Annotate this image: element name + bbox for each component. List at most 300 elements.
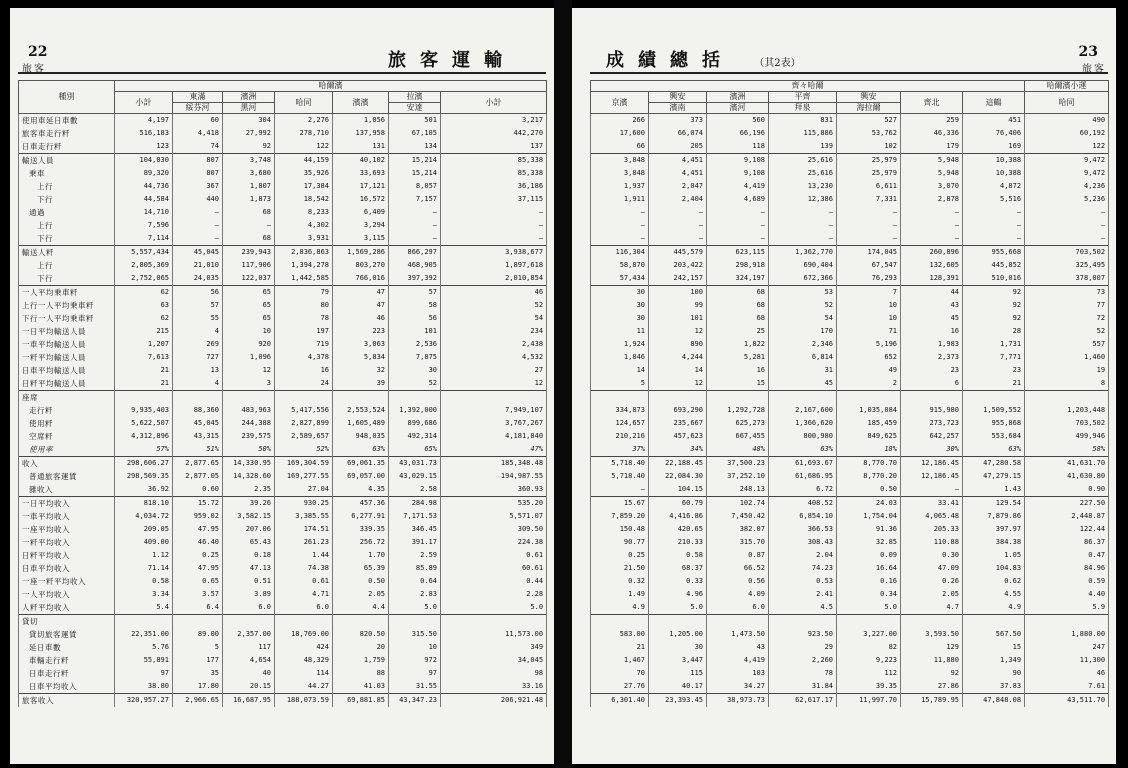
table-cell: 4.55 (963, 588, 1025, 601)
row-label: 下行 (19, 193, 115, 206)
table-cell: 17.80 (173, 680, 223, 694)
table-cell: — (707, 219, 769, 232)
table-cell: 90.77 (591, 536, 649, 549)
table-cell: 170 (769, 325, 837, 338)
table-cell: 2,167,600 (769, 404, 837, 417)
table-cell (591, 391, 649, 405)
row-label: 一粁平均輸送人員 (19, 351, 115, 364)
table-cell: 1,394,278 (275, 259, 333, 272)
table-cell: 12,186.45 (901, 457, 963, 471)
table-cell: 2.28 (441, 588, 547, 601)
header-col-4-sub: 拜泉 (769, 103, 837, 114)
table-cell: 6,854.10 (769, 510, 837, 523)
table-row (19, 114, 547, 128)
table-cell: 2,878 (901, 193, 963, 206)
header-col-2-sub: 綏芬河 (173, 103, 223, 114)
table-cell: 4,244 (649, 351, 707, 364)
table-cell: 137 (441, 140, 547, 154)
table-cell: — (389, 206, 441, 219)
table-cell: 12 (441, 377, 547, 391)
table-cell: 89,320 (115, 167, 173, 180)
table-cell: 557 (1025, 338, 1109, 351)
table-cell (389, 615, 441, 629)
header-col-1: 小計 (115, 92, 173, 114)
table-cell: — (389, 219, 441, 232)
table-row (19, 286, 547, 300)
table-cell: 6.72 (769, 483, 837, 497)
table-cell: 1,509,552 (963, 404, 1025, 417)
table-cell: 41,630.80 (1025, 470, 1109, 483)
table-cell: 284.98 (389, 497, 441, 511)
table-cell: 43 (901, 299, 963, 312)
table-cell: 31.55 (389, 680, 441, 694)
header-col-5-sub: 海拉爾 (837, 103, 901, 114)
row-label: 乗車 (19, 167, 115, 180)
table-cell (901, 391, 963, 405)
table-row (19, 193, 547, 206)
table-cell: 492,314 (389, 430, 441, 443)
table-cell: 63% (769, 443, 837, 457)
table-cell: 959.02 (173, 510, 223, 523)
table-cell: 5.0 (389, 601, 441, 615)
table-cell: 43,347.23 (389, 694, 441, 708)
table-cell: 4,451 (649, 154, 707, 168)
table-cell: 74.38 (275, 562, 333, 575)
row-label: 一車平均輸送人員 (19, 338, 115, 351)
table-cell: 2,553,524 (333, 404, 389, 417)
table-cell: 54 (441, 312, 547, 325)
table-row (591, 167, 1109, 180)
table-cell: 5.76 (115, 641, 173, 654)
table-cell: 445,852 (963, 259, 1025, 272)
table-cell: 2,877.05 (173, 470, 223, 483)
table-cell: 6,611 (837, 180, 901, 193)
table-cell: 209.05 (115, 523, 173, 536)
table-cell: 242,157 (649, 272, 707, 286)
table-cell: 38,973.73 (707, 694, 769, 708)
table-cell: 690,404 (769, 259, 837, 272)
table-cell: 2.04 (769, 549, 837, 562)
table-row (19, 206, 547, 219)
table-cell: 3,447 (649, 654, 707, 667)
table-cell: 223 (333, 325, 389, 338)
table-cell: 74.23 (769, 562, 837, 575)
table-row (19, 377, 547, 391)
header-col-7: 小計 (441, 92, 547, 114)
table-cell: 1,569,286 (333, 246, 389, 260)
table-row (19, 312, 547, 325)
header-col-3: 濱洲 (223, 92, 275, 103)
table-cell: 0.90 (1025, 483, 1109, 497)
table-row (19, 470, 547, 483)
table-cell: 22,188.45 (649, 457, 707, 471)
table-cell: 25,979 (837, 167, 901, 180)
row-label: 一日平均輸送人員 (19, 325, 115, 338)
header-col-2-sub: 濱南 (649, 103, 707, 114)
table-cell: 30 (591, 299, 649, 312)
row-label: 人粁平均收入 (19, 601, 115, 615)
table-cell: 972 (389, 654, 441, 667)
table-cell: — (649, 206, 707, 219)
table-cell: 866,297 (389, 246, 441, 260)
table-cell: 46.40 (173, 536, 223, 549)
table-cell: 177 (173, 654, 223, 667)
table-cell: 46 (441, 286, 547, 300)
table-cell: 1,807 (223, 180, 275, 193)
table-cell: 3,748 (223, 154, 275, 168)
table-cell: 800,980 (769, 430, 837, 443)
table-cell: 66,074 (649, 127, 707, 140)
table-cell (963, 615, 1025, 629)
table-cell: 92 (901, 667, 963, 680)
table-cell: 955,868 (963, 417, 1025, 430)
table-cell: 501 (389, 114, 441, 128)
page-number: 23 (1078, 44, 1098, 60)
table-cell: 378,007 (1025, 272, 1109, 286)
table-cell: 3,385.55 (275, 510, 333, 523)
row-label: 上行 (19, 180, 115, 193)
table-cell: 244,388 (223, 417, 275, 430)
table-row (591, 575, 1109, 588)
table-cell: 44,736 (115, 180, 173, 193)
table-cell: 4,065.48 (901, 510, 963, 523)
table-cell: 30 (591, 312, 649, 325)
table-row (19, 667, 547, 680)
table-cell: 102 (837, 140, 901, 154)
header-col-3: 濱洲 (707, 92, 769, 103)
table-cell: 2,404 (649, 193, 707, 206)
table-cell: 9,108 (707, 154, 769, 168)
table-cell: 48% (707, 443, 769, 457)
table-row (19, 364, 547, 377)
table-cell: 5.0 (649, 601, 707, 615)
table-cell: 0.65 (173, 575, 223, 588)
table-row (19, 443, 547, 457)
table-cell: 6.0 (707, 601, 769, 615)
table-cell: 85,338 (441, 167, 547, 180)
table-cell: 1,467 (591, 654, 649, 667)
table-cell (389, 391, 441, 405)
table-cell: 25,979 (837, 154, 901, 168)
table-cell: 7 (837, 286, 901, 300)
table-cell: 15.67 (591, 497, 649, 511)
table-cell: 278,710 (275, 127, 333, 140)
table-cell: 13,230 (769, 180, 837, 193)
table-cell: 80 (275, 299, 333, 312)
table-cell: 60.79 (649, 497, 707, 511)
table-cell: 445,579 (649, 246, 707, 260)
table-cell: 17,121 (333, 180, 389, 193)
table-row (19, 325, 547, 338)
table-cell: 0.18 (223, 549, 275, 562)
table-cell: 179 (901, 140, 963, 154)
table-cell: 169 (963, 140, 1025, 154)
table-cell: 55,891 (115, 654, 173, 667)
table-cell: 11,880 (901, 654, 963, 667)
table-cell: 101 (649, 312, 707, 325)
table-cell: 6,277.91 (333, 510, 389, 523)
row-label: 旅客收入 (19, 694, 115, 708)
table-cell: 1,366,620 (769, 417, 837, 430)
table-row (591, 299, 1109, 312)
table-row (591, 510, 1109, 523)
row-label: 下行 (19, 232, 115, 246)
table-cell: 0.58 (115, 575, 173, 588)
table-cell: 3,931 (275, 232, 333, 246)
table-cell: 101 (389, 325, 441, 338)
table-row (591, 497, 1109, 511)
table-cell: — (769, 206, 837, 219)
table-cell: 10,388 (963, 167, 1025, 180)
table-cell: 66,196 (707, 127, 769, 140)
table-cell: 27 (441, 364, 547, 377)
table-row (591, 193, 1109, 206)
table-cell: 49 (837, 364, 901, 377)
table-cell: 890 (649, 338, 707, 351)
table-cell: 6,814 (769, 351, 837, 364)
table-cell: — (441, 219, 547, 232)
table-row (19, 536, 547, 549)
table-cell: 5,622,507 (115, 417, 173, 430)
row-label: 使用車延日車數 (19, 114, 115, 128)
table-cell: 4.7 (901, 601, 963, 615)
table-cell: 4,532 (441, 351, 547, 364)
table-cell: 8 (1025, 377, 1109, 391)
table-cell: 3,938,677 (441, 246, 547, 260)
table-cell: 21 (115, 377, 173, 391)
table-cell: 2,260 (769, 654, 837, 667)
table-row (19, 510, 547, 523)
table-cell: 52 (1025, 325, 1109, 338)
table-cell: 21.50 (591, 562, 649, 575)
table-row (19, 351, 547, 364)
table-cell: 124,657 (591, 417, 649, 430)
table-cell: 1,759 (333, 654, 389, 667)
table-cell: 92 (963, 312, 1025, 325)
table-cell: 110.88 (901, 536, 963, 549)
table-cell: 766,016 (333, 272, 389, 286)
table-cell: 2,966.65 (173, 694, 223, 708)
table-cell: 2 (837, 377, 901, 391)
table-cell (1025, 615, 1109, 629)
table-cell: 71.14 (115, 562, 173, 575)
table-cell: 2,047 (649, 180, 707, 193)
left-table-body (19, 114, 547, 708)
table-row (19, 154, 547, 168)
table-cell: 948,035 (333, 430, 389, 443)
table-cell: 31 (769, 364, 837, 377)
table-cell: 65 (223, 286, 275, 300)
table-cell: 516,183 (115, 127, 173, 140)
table-cell: 117 (223, 641, 275, 654)
table-cell (441, 391, 547, 405)
table-cell: 62 (115, 312, 173, 325)
table-cell (275, 615, 333, 629)
table-cell: 4,378 (275, 351, 333, 364)
table-cell: 315.70 (707, 536, 769, 549)
table-row (591, 588, 1109, 601)
page-title (606, 46, 801, 72)
table-cell: 0.87 (707, 549, 769, 562)
table-cell: 3,848 (591, 154, 649, 168)
book-gutter (554, 0, 572, 768)
table-row (591, 641, 1109, 654)
table-row (591, 259, 1109, 272)
header-col-6: 拉濱 (389, 92, 441, 103)
table-cell: 27,992 (223, 127, 275, 140)
table-cell: 72 (1025, 312, 1109, 325)
table-cell: 115,886 (769, 127, 837, 140)
table-cell: 457.36 (333, 497, 389, 511)
table-cell: 4.4 (333, 601, 389, 615)
table-row (19, 694, 547, 708)
table-cell: 17,600 (591, 127, 649, 140)
table-cell (707, 391, 769, 405)
table-cell: 47,848.08 (963, 694, 1025, 708)
table-cell: 7,171.53 (389, 510, 441, 523)
table-cell: 66 (591, 140, 649, 154)
table-cell: 1,035,084 (837, 404, 901, 417)
table-row (591, 404, 1109, 417)
table-cell: 7,157 (389, 193, 441, 206)
table-cell: 0.61 (441, 549, 547, 562)
table-cell: 38.80 (115, 680, 173, 694)
table-cell: 0.25 (173, 549, 223, 562)
table-cell: 442,270 (441, 127, 547, 140)
table-row (591, 667, 1109, 680)
table-cell: 194,987.55 (441, 470, 547, 483)
table-row (19, 180, 547, 193)
table-cell: 47.13 (223, 562, 275, 575)
row-label: 一粁平均收入 (19, 536, 115, 549)
table-cell: 18,769.00 (275, 628, 333, 641)
table-cell: 12,386 (769, 193, 837, 206)
table-row (591, 391, 1109, 405)
table-cell: 43,029.15 (389, 470, 441, 483)
table-cell: 553,684 (963, 430, 1025, 443)
table-row (19, 575, 547, 588)
table-cell: — (901, 219, 963, 232)
table-cell: 63% (963, 443, 1025, 457)
row-label: 車輛走行粁 (19, 654, 115, 667)
table-cell: 0.47 (1025, 549, 1109, 562)
table-cell: 397.97 (963, 523, 1025, 536)
table-cell: 57 (173, 299, 223, 312)
table-cell: 10 (389, 641, 441, 654)
table-row (591, 430, 1109, 443)
table-cell: 298,918 (707, 259, 769, 272)
table-cell: 1,349 (963, 654, 1025, 667)
table-cell: 58 (389, 299, 441, 312)
table-cell: 71 (837, 325, 901, 338)
table-cell: 9,472 (1025, 154, 1109, 168)
table-row (19, 680, 547, 694)
table-cell: 2,877.65 (173, 457, 223, 471)
table-cell: 39 (333, 377, 389, 391)
table-cell: 2,752,065 (115, 272, 173, 286)
table-cell: 16 (275, 364, 333, 377)
table-cell: 11,300 (1025, 654, 1109, 667)
table-cell: 567.50 (963, 628, 1025, 641)
row-label: 輸送人粁 (19, 246, 115, 260)
table-cell: 65 (223, 299, 275, 312)
table-cell: 57 (389, 286, 441, 300)
table-cell: 40.17 (649, 680, 707, 694)
table-row (591, 443, 1109, 457)
table-cell: 1,731 (963, 338, 1025, 351)
table-cell: 5,834 (333, 351, 389, 364)
table-cell: — (769, 232, 837, 246)
table-cell: 366.53 (769, 523, 837, 536)
table-cell: 27.04 (275, 483, 333, 497)
table-cell: 248.13 (707, 483, 769, 497)
table-cell: 4,419 (707, 654, 769, 667)
table-cell: 1,292,728 (707, 404, 769, 417)
table-cell: 2,836,863 (275, 246, 333, 260)
table-row (19, 615, 547, 629)
table-cell: — (441, 232, 547, 246)
table-cell: 820.50 (333, 628, 389, 641)
table-cell: 88,360 (173, 404, 223, 417)
table-cell: 3,227.00 (837, 628, 901, 641)
table-cell: 44,159 (275, 154, 333, 168)
table-cell: 4,312,896 (115, 430, 173, 443)
table-cell: 1,203,448 (1025, 404, 1109, 417)
table-cell: 52 (769, 299, 837, 312)
table-cell (769, 391, 837, 405)
row-label: 輸送人員 (19, 154, 115, 168)
table-cell: 0.56 (707, 575, 769, 588)
table-cell: 0.59 (1025, 575, 1109, 588)
table-cell: 28 (963, 325, 1025, 338)
table-cell: 703,502 (1025, 417, 1109, 430)
table-cell: 97 (115, 667, 173, 680)
table-cell: 30 (591, 286, 649, 300)
table-cell: 4,872 (963, 180, 1025, 193)
table-cell: 47% (441, 443, 547, 457)
table-cell: 47.95 (173, 562, 223, 575)
table-cell: 68 (223, 232, 275, 246)
row-label: 日車平均收入 (19, 680, 115, 694)
table-cell: 298,569.35 (115, 470, 173, 483)
table-cell: — (591, 219, 649, 232)
table-cell: 52 (389, 377, 441, 391)
table-cell: 76,293 (837, 272, 901, 286)
table-cell: 43,511.70 (1025, 694, 1109, 708)
table-cell: 129.54 (963, 497, 1025, 511)
table-cell: 510,016 (963, 272, 1025, 286)
table-cell: 15,789.95 (901, 694, 963, 708)
table-cell: 104.15 (649, 483, 707, 497)
table-cell: 210,216 (591, 430, 649, 443)
table-cell: 4,689 (707, 193, 769, 206)
table-cell (223, 391, 275, 405)
table-cell: 4,302 (275, 219, 333, 232)
table-cell: 60,192 (1025, 127, 1109, 140)
table-cell: 39.26 (223, 497, 275, 511)
table-cell: 92 (963, 286, 1025, 300)
table-row (591, 246, 1109, 260)
table-cell: 15 (707, 377, 769, 391)
table-cell: — (963, 232, 1025, 246)
table-cell: 719 (275, 338, 333, 351)
table-cell: 0.50 (837, 483, 901, 497)
table-cell: 12 (223, 364, 275, 377)
table-cell: 5,948 (901, 154, 963, 168)
table-cell: 27.76 (591, 680, 649, 694)
table-cell: 3.34 (115, 588, 173, 601)
row-label: 普通旅客運賃 (19, 470, 115, 483)
